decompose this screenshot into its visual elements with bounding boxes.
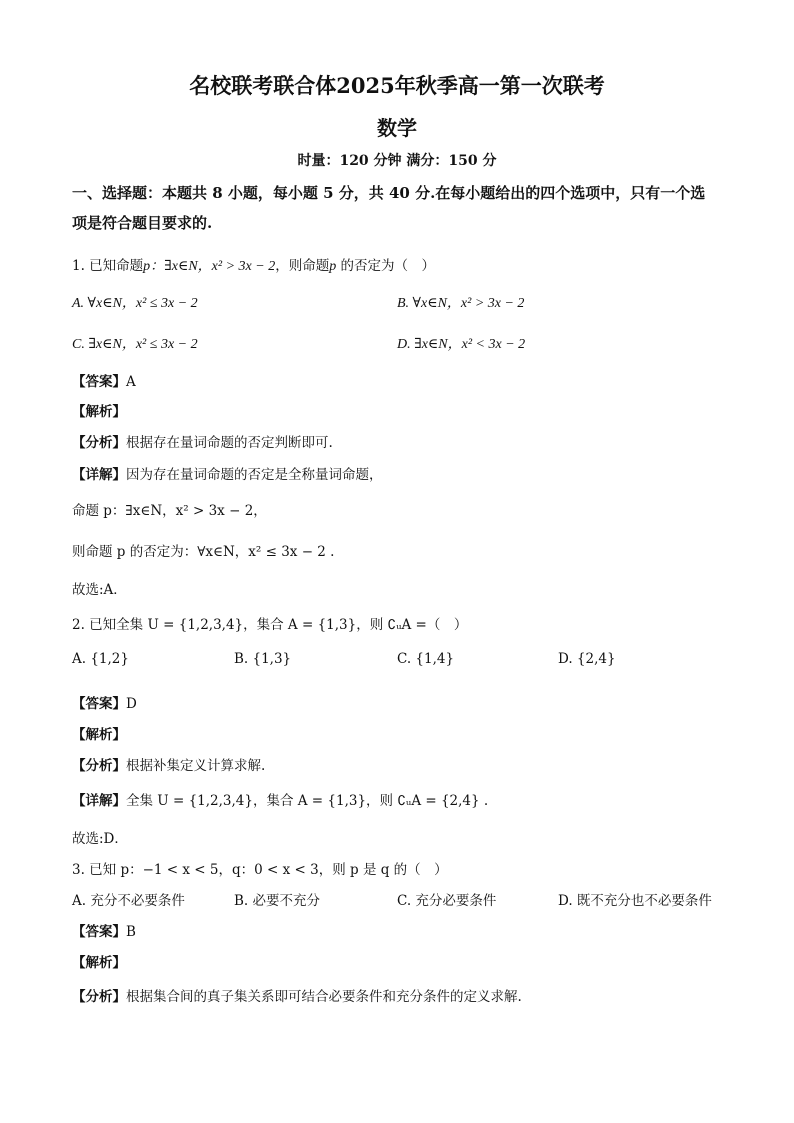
- q2-option-c: C. {1,4}: [397, 651, 455, 667]
- q1-answer: [72, 370, 136, 390]
- q3-option-b: B. 必要不充分: [234, 893, 321, 909]
- xiangjie-text: 全集 U = {1,2,3,4}，集合 A = {1,3}，则 ∁ᵤA = {2,4} .: [126, 793, 489, 809]
- q1-stem: [72, 254, 435, 275]
- q1-prop-line: 命题 p：∃x∈N，x² > 3x − 2，: [72, 503, 267, 519]
- subject-title: 数学: [377, 116, 417, 140]
- fenxi-text: 根据集合间的真子集关系即可结合必要条件和充分条件的定义求解.: [126, 989, 522, 1005]
- q1-option-d: D. ∃x∈N，x² < 3x − 2: [397, 337, 526, 352]
- section-heading-line1: 一、选择题：本题共 8 小题，每小题 5 分，共 40 分.在每小题给出的四个选项中，只有一个选: [72, 184, 706, 202]
- q2-option-a: A. {1,2}: [72, 651, 129, 667]
- q1-choose: 故选:A．: [72, 582, 127, 598]
- q3-option-d: D. 既不充分也不必要条件: [558, 893, 712, 909]
- q2-xiangjie: [72, 789, 488, 809]
- q2-choose: 故选:D．: [72, 831, 128, 847]
- fenxi-tag: 【分析】: [72, 989, 126, 1005]
- jiexi-tag: 【解析】: [72, 727, 126, 743]
- fenxi-tag: 【分析】: [72, 435, 126, 451]
- q2-stem: 2. 已知全集 U = {1,2,3,4}，集合 A = {1,3}，则 ∁ᵤA =（ ）: [72, 617, 468, 633]
- xiangjie-text: 因为存在量词命题的否定是全称量词命题，: [126, 467, 383, 483]
- q1-stem-part: ，则命题: [275, 258, 330, 274]
- q1-option-c: C. ∃x∈N，x² ≤ 3x − 2: [72, 337, 198, 352]
- q3-jiexi: [72, 951, 126, 971]
- answer-tag: 【答案】: [72, 696, 126, 712]
- q2-option-d: D. {2,4}: [558, 651, 616, 667]
- fenxi-tag: 【分析】: [72, 758, 126, 774]
- q1-option-a: A. ∀x∈N，x² ≤ 3x − 2: [72, 296, 198, 311]
- exam-title: 名校联考联合体2025年秋季高一第一次联考: [189, 73, 605, 98]
- q1-stem-part: 的否定为（ ）: [336, 258, 435, 274]
- q1-jiexi: [72, 400, 126, 420]
- q1-fenxi: [72, 431, 333, 451]
- fenxi-text: 根据补集定义计算求解.: [126, 758, 266, 774]
- answer-tag: 【答案】: [72, 924, 126, 940]
- q1-option-b: B. ∀x∈N，x² > 3x − 2: [397, 296, 525, 311]
- q3-option-c: C. 充分必要条件: [397, 893, 497, 909]
- q3-answer: [72, 920, 136, 940]
- q2-option-b: B. {1,3}: [234, 651, 292, 667]
- q2-fenxi: [72, 754, 265, 774]
- q2-answer: [72, 692, 137, 712]
- q1-stem-part: 1. 已知命题: [72, 258, 144, 274]
- q1-negation-line: 则命题 p 的否定为：∀x∈N，x² ≤ 3x − 2 .: [72, 544, 335, 560]
- answer-value: B: [126, 924, 136, 940]
- q2-jiexi: [72, 723, 126, 743]
- q3-option-a: A. 充分不必要条件: [72, 893, 185, 909]
- answer-value: A: [126, 374, 136, 390]
- answer-tag: 【答案】: [72, 374, 126, 390]
- section-heading-line2: 项是符合题目要求的.: [72, 214, 213, 232]
- jiexi-tag: 【解析】: [72, 955, 126, 971]
- xiangjie-tag: 【详解】: [72, 793, 126, 809]
- exam-meta: 时量：120 分钟 满分：150 分: [297, 153, 497, 169]
- q3-fenxi: [72, 985, 522, 1005]
- answer-value: D: [126, 696, 137, 712]
- fenxi-text: 根据存在量词命题的否定判断即可.: [126, 435, 333, 451]
- q1-stem-var: p: [329, 259, 337, 274]
- xiangjie-tag: 【详解】: [72, 467, 126, 483]
- jiexi-tag: 【解析】: [72, 404, 126, 420]
- q3-stem: 3. 已知 p：−1 < x < 5，q：0 < x < 3，则 p 是 q 的（ ）: [72, 862, 448, 878]
- q1-xiangjie: [72, 463, 383, 483]
- q1-stem-formula: p：∃x∈N，x² > 3x − 2: [143, 259, 276, 274]
